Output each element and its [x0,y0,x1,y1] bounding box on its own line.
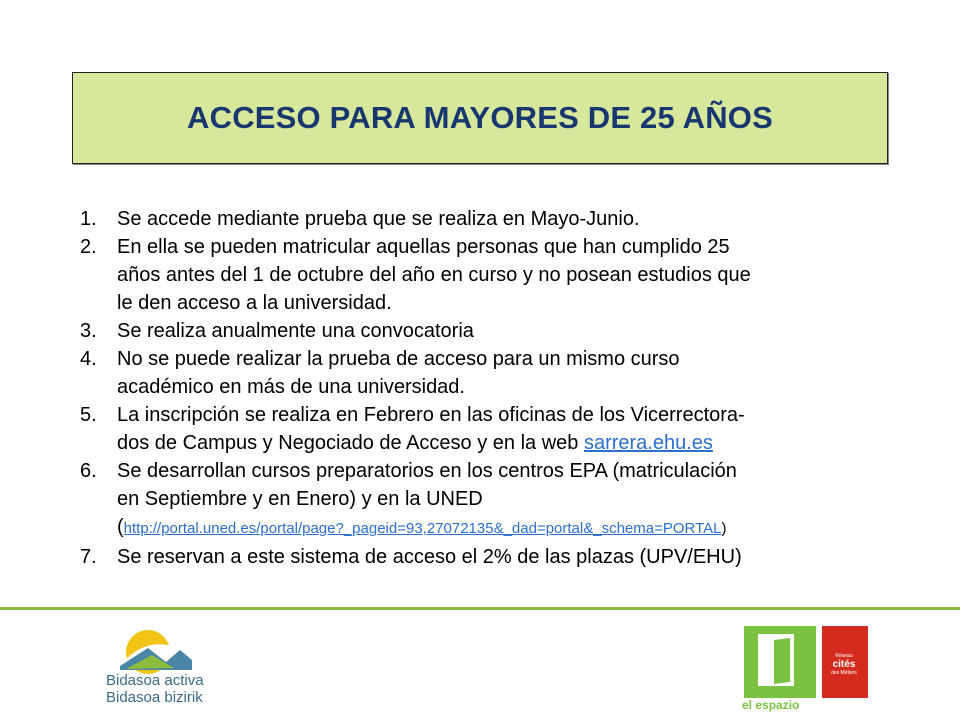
item-number: 4. [80,348,97,370]
item-text: académico en más de una universidad. [117,376,465,398]
sarrera-link[interactable]: sarrera.ehu.es [583,432,713,454]
url-close-paren: ) [721,520,727,537]
item-text: No se puede realizar la prueba de acceso para un mismo curso [117,348,680,370]
list-item [80,233,880,317]
url-open-paren: ( [117,516,124,538]
list-item [80,317,880,345]
item-number: 5. [80,404,97,426]
item-text: le den acceso a la universidad. [117,292,392,314]
list-item [80,401,880,457]
info-list [80,205,880,571]
list-item [80,543,880,571]
item-number: 3. [80,320,97,342]
item-number: 7. [80,546,97,568]
item-text: En ella se pueden matricular aquellas personas que han cumplido 25 [117,236,730,258]
title-banner [72,72,888,164]
item-text: Se accede mediante prueba que se realiza en Mayo-Junio. [117,208,640,230]
page-title: ACCESO PARA MAYORES DE 25 AÑOS [187,100,773,135]
item-text: Se realiza anualmente una convocatoria [117,320,474,342]
item-text: en Septiembre y en Enero) y en la UNED [117,488,483,510]
footer-divider [0,607,960,610]
item-text: dos de Campus y Negociado de Acceso y en la web [117,432,584,454]
cites-small-bottom: des Métiers [831,670,857,676]
bidasoa-line2: Bidasoa bizirik [106,689,203,706]
bidasoa-wordmark [106,672,204,706]
item-text: Se desarrollan cursos preparatorios en los centros EPA (matriculación [117,460,737,482]
list-item [80,205,880,233]
list-item [80,457,880,543]
list-item [80,345,880,401]
bidasoa-line1: Bidasoa activa [106,672,204,689]
item-text: años antes del 1 de octubre del año en curso y no posean estudios que [117,264,751,286]
cites-wordmark [824,653,864,676]
item-text: La inscripción se realiza en Febrero en las oficinas de los Vicerrectora- [117,404,745,426]
uned-portal-link[interactable]: http://portal.uned.es/portal/page?_pageid=93,27072135&_dad=portal&_schema=PORTAL [123,520,722,537]
item-text: Se reservan a este sistema de acceso el 2% de las plazas (UPV/EHU) [117,546,742,568]
item-number: 6. [80,460,97,482]
cites-small-top: Réseau [835,653,853,659]
item-number: 2. [80,236,97,258]
espazio-wordmark: el espazio [742,698,800,712]
cites-label: cités [832,659,856,670]
item-number: 1. [80,208,97,230]
